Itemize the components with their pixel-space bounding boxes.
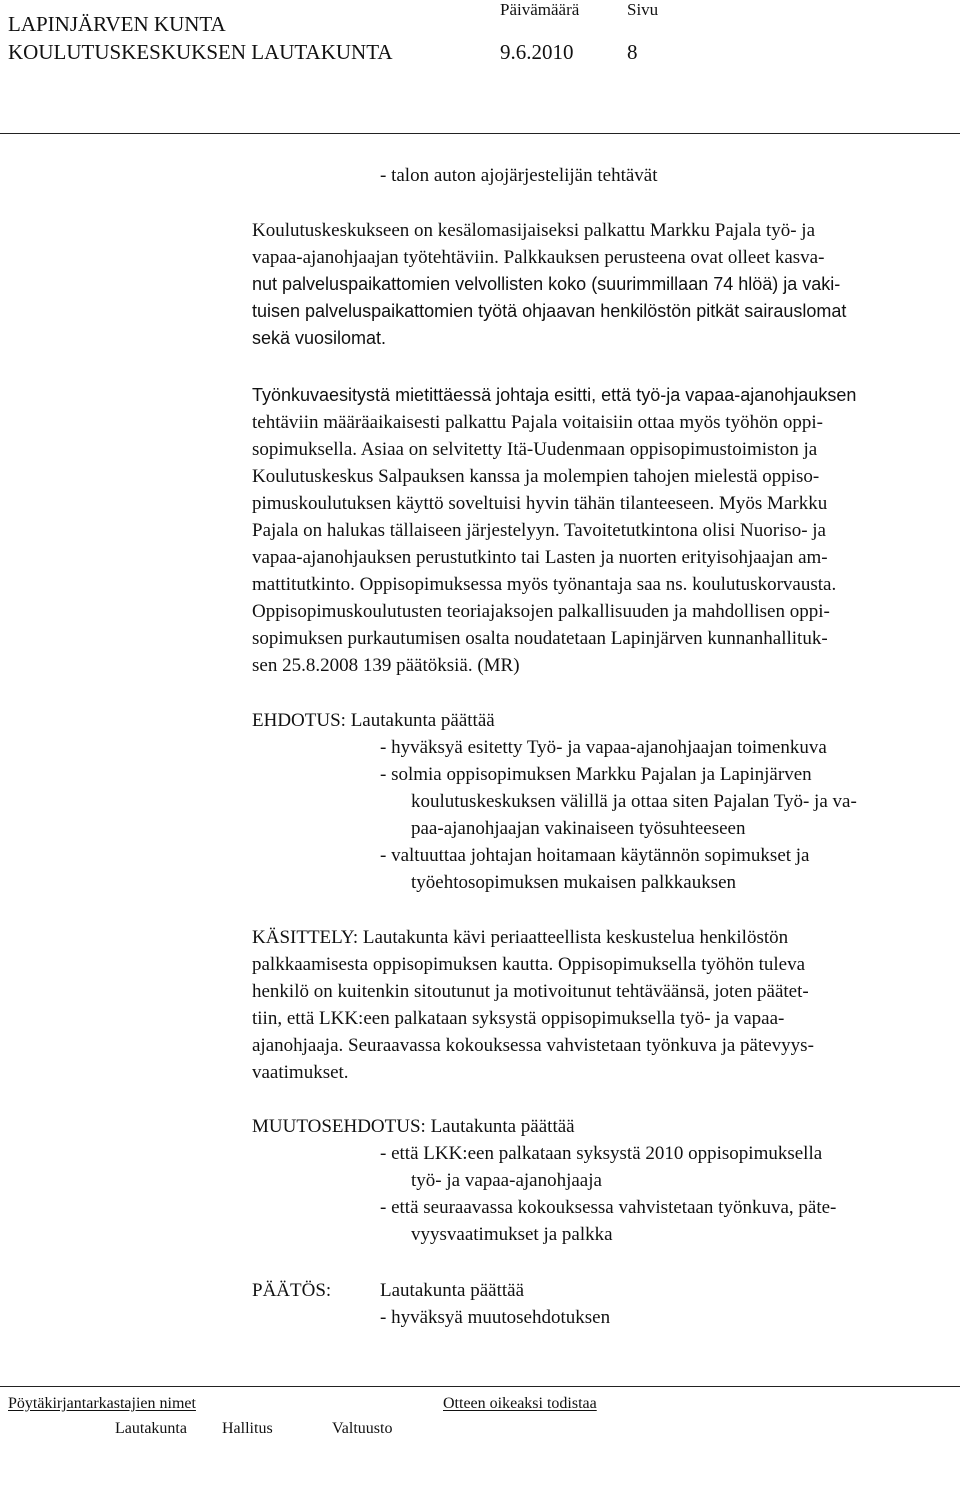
municipality-name: LAPINJÄRVEN KUNTA <box>8 12 226 36</box>
date-label: Päivämäärä <box>500 0 580 19</box>
paragraph-line: Pajala on halukas tällaiseen järjestelyyn. Tavoitetutkintona olisi Nuoriso- ja <box>252 520 826 541</box>
amendment-item: - että seuraavassa kokouksessa vahvistetaan työnkuva, päte- <box>380 1197 837 1218</box>
amendment-heading: MUUTOSEHDOTUS: Lautakunta päättää <box>252 1116 575 1137</box>
paragraph-line: Koulutuskeskukseen on kesälomasijaiseksi palkattu Markku Pajala työ- ja <box>252 220 816 241</box>
amendment-item-continuation: työ- ja vapaa-ajanohjaaja <box>411 1170 602 1191</box>
paragraph-line: henkilö on kuitenkin sitoutunut ja motivoitunut tehtäväänsä, joten päätet- <box>252 981 809 1002</box>
paragraph-line: tiin, että LKK:een palkataan syksystä oppisopimuksella työ- ja vapaa- <box>252 1008 785 1029</box>
decision-label: PÄÄTÖS: <box>252 1280 332 1301</box>
proposal-item: - valtuuttaa johtajan hoitamaan käytännön sopimukset ja <box>380 845 810 866</box>
paragraph-line: vapaa-ajanohjaajan työtehtäviin. Palkkauksen perusteena ovat olleet kasva- <box>252 247 825 268</box>
header-divider <box>0 133 960 134</box>
paragraph-line: Työnkuvaesitystä mietittäessä johtaja esitti, että työ-ja vapaa-ajanohjauksen <box>252 385 857 405</box>
paragraph-line: sopimuksen purkautumisen osalta noudatetaan Lapinjärven kunnanhallituk- <box>252 628 828 649</box>
intro-bullet: - talon auton ajojärjestelijän tehtävät <box>380 165 658 186</box>
paragraph-line: vapaa-ajanohjauksen perustutkinto tai Lasten ja nuorten erityisohjaajan am- <box>252 547 828 568</box>
proposal-heading: EHDOTUS: Lautakunta päättää <box>252 710 495 731</box>
paragraph-line: mattitutkinto. Oppisopimuksessa myös työnantaja saa ns. koulutuskorvausta. <box>252 574 837 595</box>
document-date: 9.6.2010 <box>500 40 574 64</box>
paragraph-line: sopimuksella. Asiaa on selvitetty Itä-Uudenmaan oppisopimustoimiston ja <box>252 439 818 460</box>
proposal-item-continuation: koulutuskeskuksen välillä ja ottaa siten Pajalan Työ- ja va- <box>411 791 857 812</box>
paragraph-line: Oppisopimuskoulutusten teoriajaksojen palkallisuuden ja mahdollisen oppi- <box>252 601 830 622</box>
footer-divider <box>0 1386 960 1387</box>
paragraph-line: KÄSITTELY: Lautakunta kävi periaatteellista keskustelua henkilöstön <box>252 927 789 948</box>
paragraph-line: tuisen palveluspaikattomien työtä ohjaavan henkilöstön pitkät sairauslomat <box>252 301 847 321</box>
decision-text: Lautakunta päättää <box>380 1280 525 1301</box>
proposal-item: - solmia oppisopimuksen Markku Pajalan ja Lapinjärven <box>380 764 812 785</box>
paragraph-line: nut palveluspaikattomien velvollisten koko (suurimmillaan 74 hlöä) ja vaki- <box>252 274 841 294</box>
proposal-item-continuation: paa-ajanohjaajan vakinaiseen työsuhteeseen <box>411 818 746 839</box>
paragraph-line: vaatimukset. <box>252 1062 349 1083</box>
paragraph-line: tehtäviin määräaikaisesti palkattu Pajala voitaisiin ottaa myös työhön oppi- <box>252 412 823 433</box>
paragraph-line: palkkaamisesta oppisopimuksen kautta. Oppisopimuksella työhön tuleva <box>252 954 806 975</box>
paragraph-line: sekä vuosilomat. <box>252 328 387 348</box>
paragraph-line: Koulutuskeskus Salpauksen kanssa ja molempien tahojen mielestä oppiso- <box>252 466 820 487</box>
board-label-hallitus: Hallitus <box>222 1420 273 1437</box>
board-label-lautakunta: Lautakunta <box>115 1420 187 1437</box>
proposal-item: - hyväksyä esitetty Työ- ja vapaa-ajanohjaajan toimenkuva <box>380 737 827 758</box>
page-number: 8 <box>627 40 638 64</box>
paragraph-line: pimuskoulutuksen käyttö soveltuisi hyvin tähän tilanteeseen. Myös Markku <box>252 493 828 514</box>
reviewers-label: Pöytäkirjantarkastajien nimet <box>8 1395 196 1412</box>
paragraph-line: sen 25.8.2008 139 päätöksiä. (MR) <box>252 655 520 676</box>
board-name: KOULUTUSKESKUKSEN LAUTAKUNTA <box>8 40 393 64</box>
paragraph-line: ajanohjaaja. Seuraavassa kokouksessa vahvistetaan työnkuva ja pätevyys- <box>252 1035 814 1056</box>
proposal-item-continuation: työehtosopimuksen mukaisen palkkauksen <box>411 872 737 893</box>
amendment-item: - että LKK:een palkataan syksystä 2010 oppisopimuksella <box>380 1143 823 1164</box>
page-label: Sivu <box>627 0 659 19</box>
board-label-valtuusto: Valtuusto <box>332 1420 393 1437</box>
amendment-item-continuation: vyysvaatimukset ja palkka <box>411 1224 613 1245</box>
certified-label: Otteen oikeaksi todistaa <box>443 1395 597 1412</box>
decision-bullet: - hyväksyä muutosehdotuksen <box>380 1307 611 1328</box>
